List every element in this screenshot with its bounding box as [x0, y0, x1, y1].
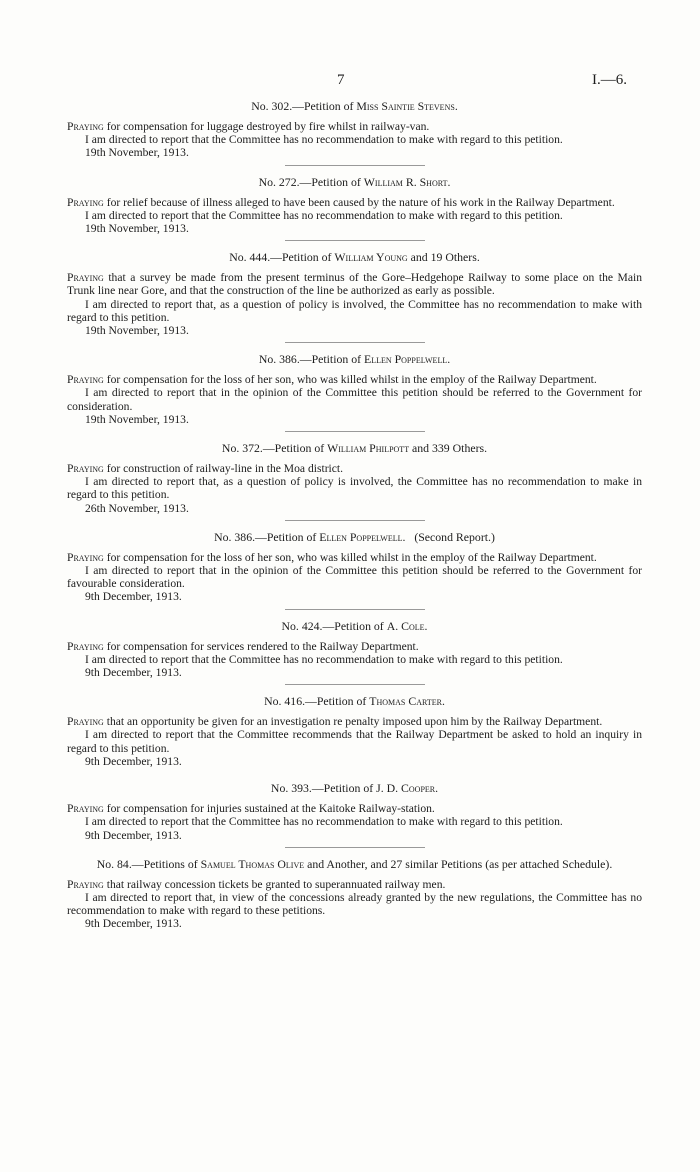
petition-date: 19th November, 1913.	[85, 324, 189, 338]
petition-entry	[67, 442, 642, 515]
petition-entry	[67, 695, 642, 768]
petition-entry	[67, 100, 642, 160]
petition-report: I am directed to report that in the opinion of the Committee this petition should be referred to the Government for consideration.	[67, 386, 642, 413]
section-divider	[285, 847, 425, 848]
section-divider	[285, 520, 425, 521]
petition-prayer: Praying that an opportunity be given for an investigation re penalty imposed upon him by the Railway Department.	[67, 715, 603, 729]
petition-entry	[67, 782, 642, 842]
petition-prayer: Praying for compensation for luggage destroyed by fire whilst in railway-van.	[67, 120, 430, 133]
petition-prayer: Praying for compensation for the loss of her son, who was killed whilst in the employ of the Railway Department.	[67, 550, 597, 564]
petition-entry	[67, 858, 642, 931]
petition-prayer: Praying for compensation for the loss of her son, who was killed whilst in the employ of the Railway Department.	[67, 373, 597, 387]
page-number: 7	[337, 72, 345, 88]
petition-entry	[67, 620, 642, 680]
petition-date: 9th December, 1913.	[85, 590, 182, 604]
petition-entry	[67, 531, 642, 604]
petition-date: 26th November, 1913.	[85, 501, 189, 515]
petition-entry	[67, 251, 642, 337]
petition-heading: No. 424.—Petition of A. Cole.	[281, 618, 428, 633]
petition-prayer: Praying for construction of railway-line in the Moa district.	[67, 462, 344, 476]
petition-heading: No. 386.—Petition of Ellen Poppelwell. (Second Report.)	[214, 529, 495, 544]
petition-report: I am directed to report that, as a question of policy is involved, the Committee has no recommendation to make with regard to this petition.	[67, 297, 642, 324]
petition-report: I am directed to report that the Committee has no recommendation to make with regard to this petition.	[85, 133, 563, 147]
petition-date: 9th December, 1913.	[85, 917, 182, 931]
petition-date: 9th December, 1913.	[85, 754, 182, 768]
petition-report: I am directed to report that the Committee has no recommendation to make with regard to this petition.	[85, 652, 563, 666]
petition-date: 9th December, 1913.	[85, 666, 182, 680]
petition-date: 19th November, 1913.	[85, 146, 189, 160]
petition-prayer: Praying that a survey be made from the present terminus of the Gore–Hedgehope Railway to some place on the Main Trunk line near Gore, and that the construction of the line be authorized as early as possible.	[67, 271, 642, 298]
petition-prayer: Praying that railway concession tickets be granted to superannuated railway men.	[67, 877, 446, 891]
petition-entry	[67, 353, 642, 426]
petition-report: I am directed to report that the Committee has no recommendation to make with regard to this petition.	[85, 815, 563, 829]
petition-report: I am directed to report that in the opinion of the Committee this petition should be referred to the Government for favourable consideration.	[67, 564, 642, 591]
section-divider	[285, 165, 425, 166]
petitions-list	[67, 100, 642, 931]
petition-entry	[67, 176, 642, 236]
petition-heading: No. 302.—Petition of Miss Saintie Stevens.	[251, 99, 458, 113]
petition-prayer: Praying for compensation for services rendered to the Railway Department.	[67, 639, 419, 653]
petition-heading: No. 444.—Petition of William Young and 19 Others.	[229, 250, 480, 265]
petition-prayer: Praying for compensation for injuries sustained at the Kaitoke Railway-station.	[67, 802, 435, 816]
section-gap	[67, 768, 642, 782]
petition-heading: No. 372.—Petition of William Philpott and 339 Others.	[221, 441, 488, 456]
section-divider	[285, 431, 425, 432]
petition-report: I am directed to report that, in view of the concessions already granted by the new regulations, the Committee has no recommendation to make with regard to these petitions.	[67, 890, 642, 918]
section-divider	[285, 240, 425, 241]
petition-heading: No. 84.—Petitions of Samuel Thomas Olive and Another, and 27 similar Petitions (as per attached Schedule).	[96, 856, 613, 871]
petition-heading: No. 393.—Petition of J. D. Cooper.	[270, 781, 439, 796]
petition-heading: No. 416.—Petition of Thomas Carter.	[264, 694, 445, 709]
petition-prayer: Praying for relief because of illness alleged to have been caused by the nature of his work in the Railway Department.	[67, 195, 615, 209]
petition-report: I am directed to report that, as a question of policy is involved, the Committee has no recommendation to make in regard to this petition.	[67, 475, 642, 502]
petition-heading: No. 386.—Petition of Ellen Poppelwell.	[258, 352, 451, 367]
section-divider	[285, 684, 425, 685]
petition-date: 9th December, 1913.	[85, 828, 182, 842]
section-divider	[285, 609, 425, 610]
petition-heading: No. 272.—Petition of William R. Short.	[258, 174, 451, 189]
document-reference: I.—6.	[592, 72, 627, 88]
petition-date: 19th November, 1913.	[85, 222, 189, 236]
section-divider	[285, 342, 425, 343]
petition-date: 19th November, 1913.	[85, 412, 189, 426]
petition-report: I am directed to report that the Committee recommends that the Railway Department be asked to hold an inquiry in regard to this petition.	[67, 728, 642, 755]
petition-report: I am directed to report that the Committee has no recommendation to make with regard to this petition.	[85, 208, 563, 222]
